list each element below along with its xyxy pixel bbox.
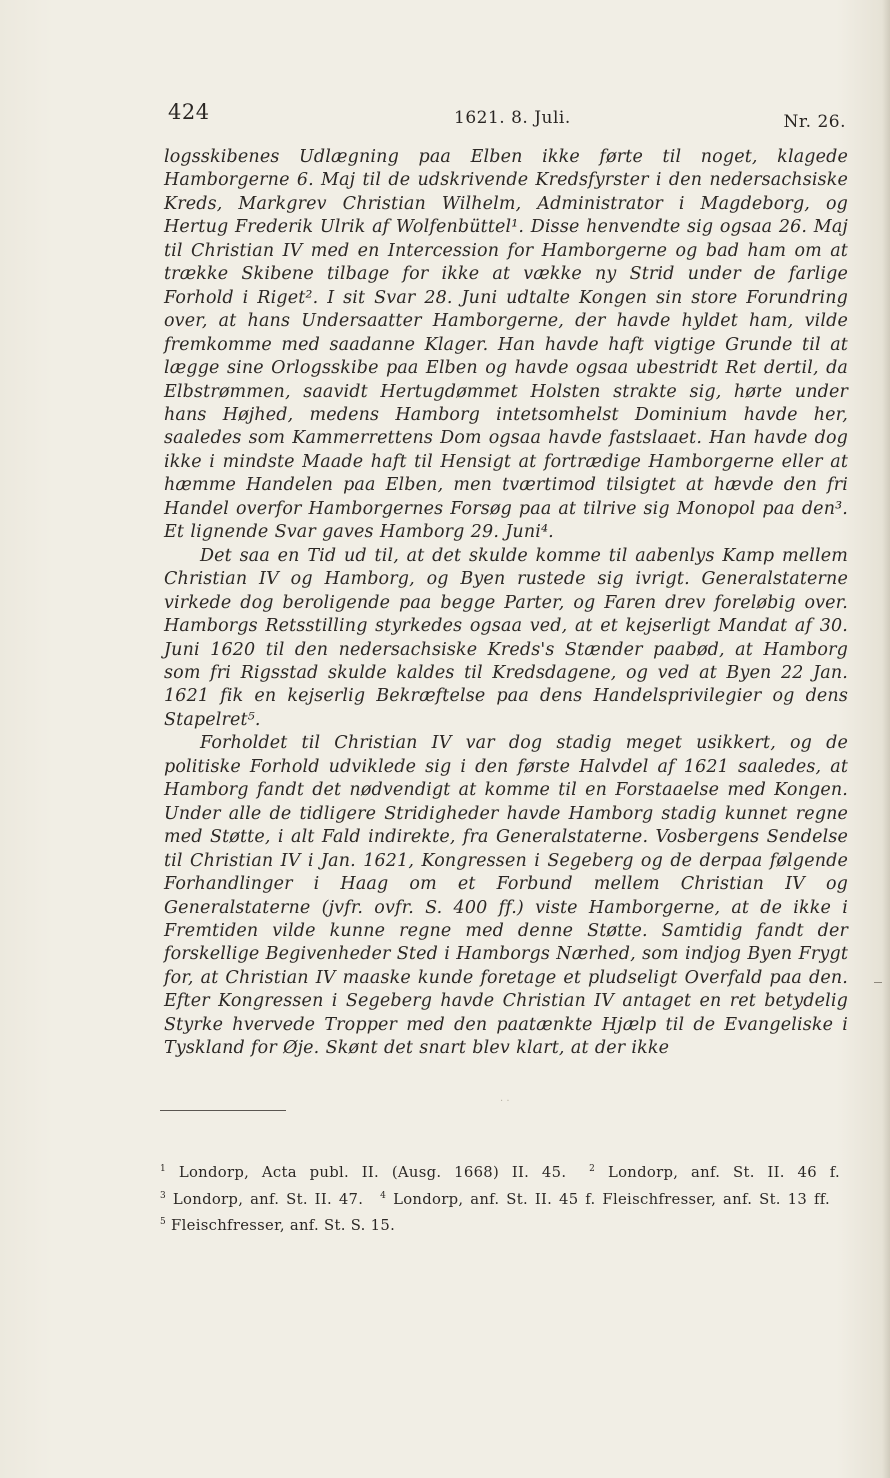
footnote-number: 2 (589, 1164, 596, 1174)
footnote-text: Londorp, anf. St. II. 45 f. Fleischfresser, anf. St. 13 ff. (393, 1190, 830, 1208)
paragraph: Det saa en Tid ud til, at det skulde komme til aabenlys Kamp mellem Christian IV og Hamborg, og Byen rustede sig ivrigt. Generalstaterne virkede dog beroligende paa begge Parter, og Faren drev foreløbig over. Hamborgs Retsstilling styrkedes ogsaa ved, at et kejserligt Mandat af 30. Juni 1620 til den nedersachsiske Kreds's Stænder paabød, at Hamborg som fri Rigsstad skulde kaldes til Kredsdagene, og ved at Byen 22 Jan. 1621 fik en kejserlig Bekræftelse paa dens Handelsprivilegier og dens Stapelret⁵. (164, 545, 848, 730)
footnote-text: Londorp, Acta publ. II. (Ausg. 1668) II. 45. (178, 1164, 567, 1181)
paragraph: Forholdet til Christian IV var dog stadig meget usikkert, og de politiske Forhold udviklede sig i den første Halvdel af 1621 saaledes, at Hamborg fandt det nødvendigt at komme til en Forstaaelse med Kongen. Under alle de tidligere Stridigheder havde Hamborg stadig kunnet regne med Støtte, i alt Fald indirekte, fra Generalstaterne. Vosbergens Sendelse til Christian IV i Jan. 1621, Kongressen i Segeberg og de derpaa følgende Forhandlinger i Haag om et Forbund mellem Christian IV og Generalstaterne (jvfr. ovfr. S. 400 ff.) viste Hamborgerne, at de ikke i Fremtiden vilde kunne regne med denne Støtte. Samtidig fandt der forskellige Begivenheder Sted i Hamborgs Nærhed, som indjog Byen Frygt for, at Christian IV maaske kunde foretage et pludseligt Overfald paa den. Efter Kongressen i Segeberg havde Christian IV antaget en ret betydelig Styrke hvervede Tropper med den paatænkte Hjælp til de Evangeliske i Tyskland for Øje. Skønt det snart blev klart, at der ikke (164, 733, 848, 1059)
running-header (168, 100, 848, 136)
footnote-number: 3 (160, 1190, 167, 1201)
footnote-rule (160, 1110, 286, 1111)
footnote (589, 1164, 840, 1181)
footnote-number: 4 (380, 1190, 387, 1201)
footnote-text: Fleischfresser, anf. St. S. 15. (171, 1217, 396, 1234)
footnote-number: 1 (160, 1164, 167, 1174)
footnote-text: Londorp, anf. St. II. 46 f. (607, 1164, 840, 1181)
footnote (160, 1191, 363, 1208)
footnote (160, 1164, 566, 1181)
paragraph: logsskibenes Udlægning paa Elben ikke førte til noget, klagede Hamborgerne 6. Maj til de udskrivende Kredsfyrster i den nedersachsiske Kreds, Markgrev Christian Wilhelm, Administrator i Magdeborg, og Hertug Frederik Ulrik af Wolfenbüttel¹. Disse henvendte sig ogsaa 26. Maj til Christian IV med en Intercession for Hamborgerne og bad ham om at trække Skibene tilbage for ikke at vække ny Strid under de farlige Forhold i Riget². I sit Svar 28. Juni udtalte Kongen sin store Forundring over, at hans Undersaatter Hamborgerne, der havde hyldet ham, vilde fremkomme med saadanne Klager. Han havde haft vigtige Grunde til at lægge sine Orlogsskibe paa Elben og havde ogsaa ubestridt Ret dertil, da Elbstrømmen, saavidt Hertugdømmet Holsten strakte sig, hørte under hans Højhed, medens Hamborg intetsomhelst Dominium havde her, saaledes som Kammerrettens Dom ogsaa havde fastslaaet. Han havde dog ikke i mindste Maade haft til Hensigt at fortrædige Hamborgerne eller at hæmme Handelen paa Elben, men tværtimod tilsigtet at hævde den fri Handel overfor Hamborgernes Forsøg paa at tilrive sig Monopol paa den³. Et lignende Svar gaves Hamborg 29. Juni⁴. (164, 147, 848, 543)
document-number: Nr. 26. (783, 112, 846, 132)
footnote-number: 5 (160, 1217, 167, 1227)
page-edge-shadow (882, 0, 890, 1478)
footnote (380, 1191, 830, 1208)
footnotes (160, 1158, 840, 1238)
running-date: 1621. 8. Juli. (454, 108, 571, 128)
margin-mark (874, 982, 882, 983)
print-speck: · · (500, 1096, 510, 1107)
footnote (160, 1217, 395, 1234)
page-number: 424 (168, 100, 210, 124)
body-text (164, 146, 848, 1061)
footnote-text: Londorp, anf. St. II. 47. (172, 1190, 364, 1208)
